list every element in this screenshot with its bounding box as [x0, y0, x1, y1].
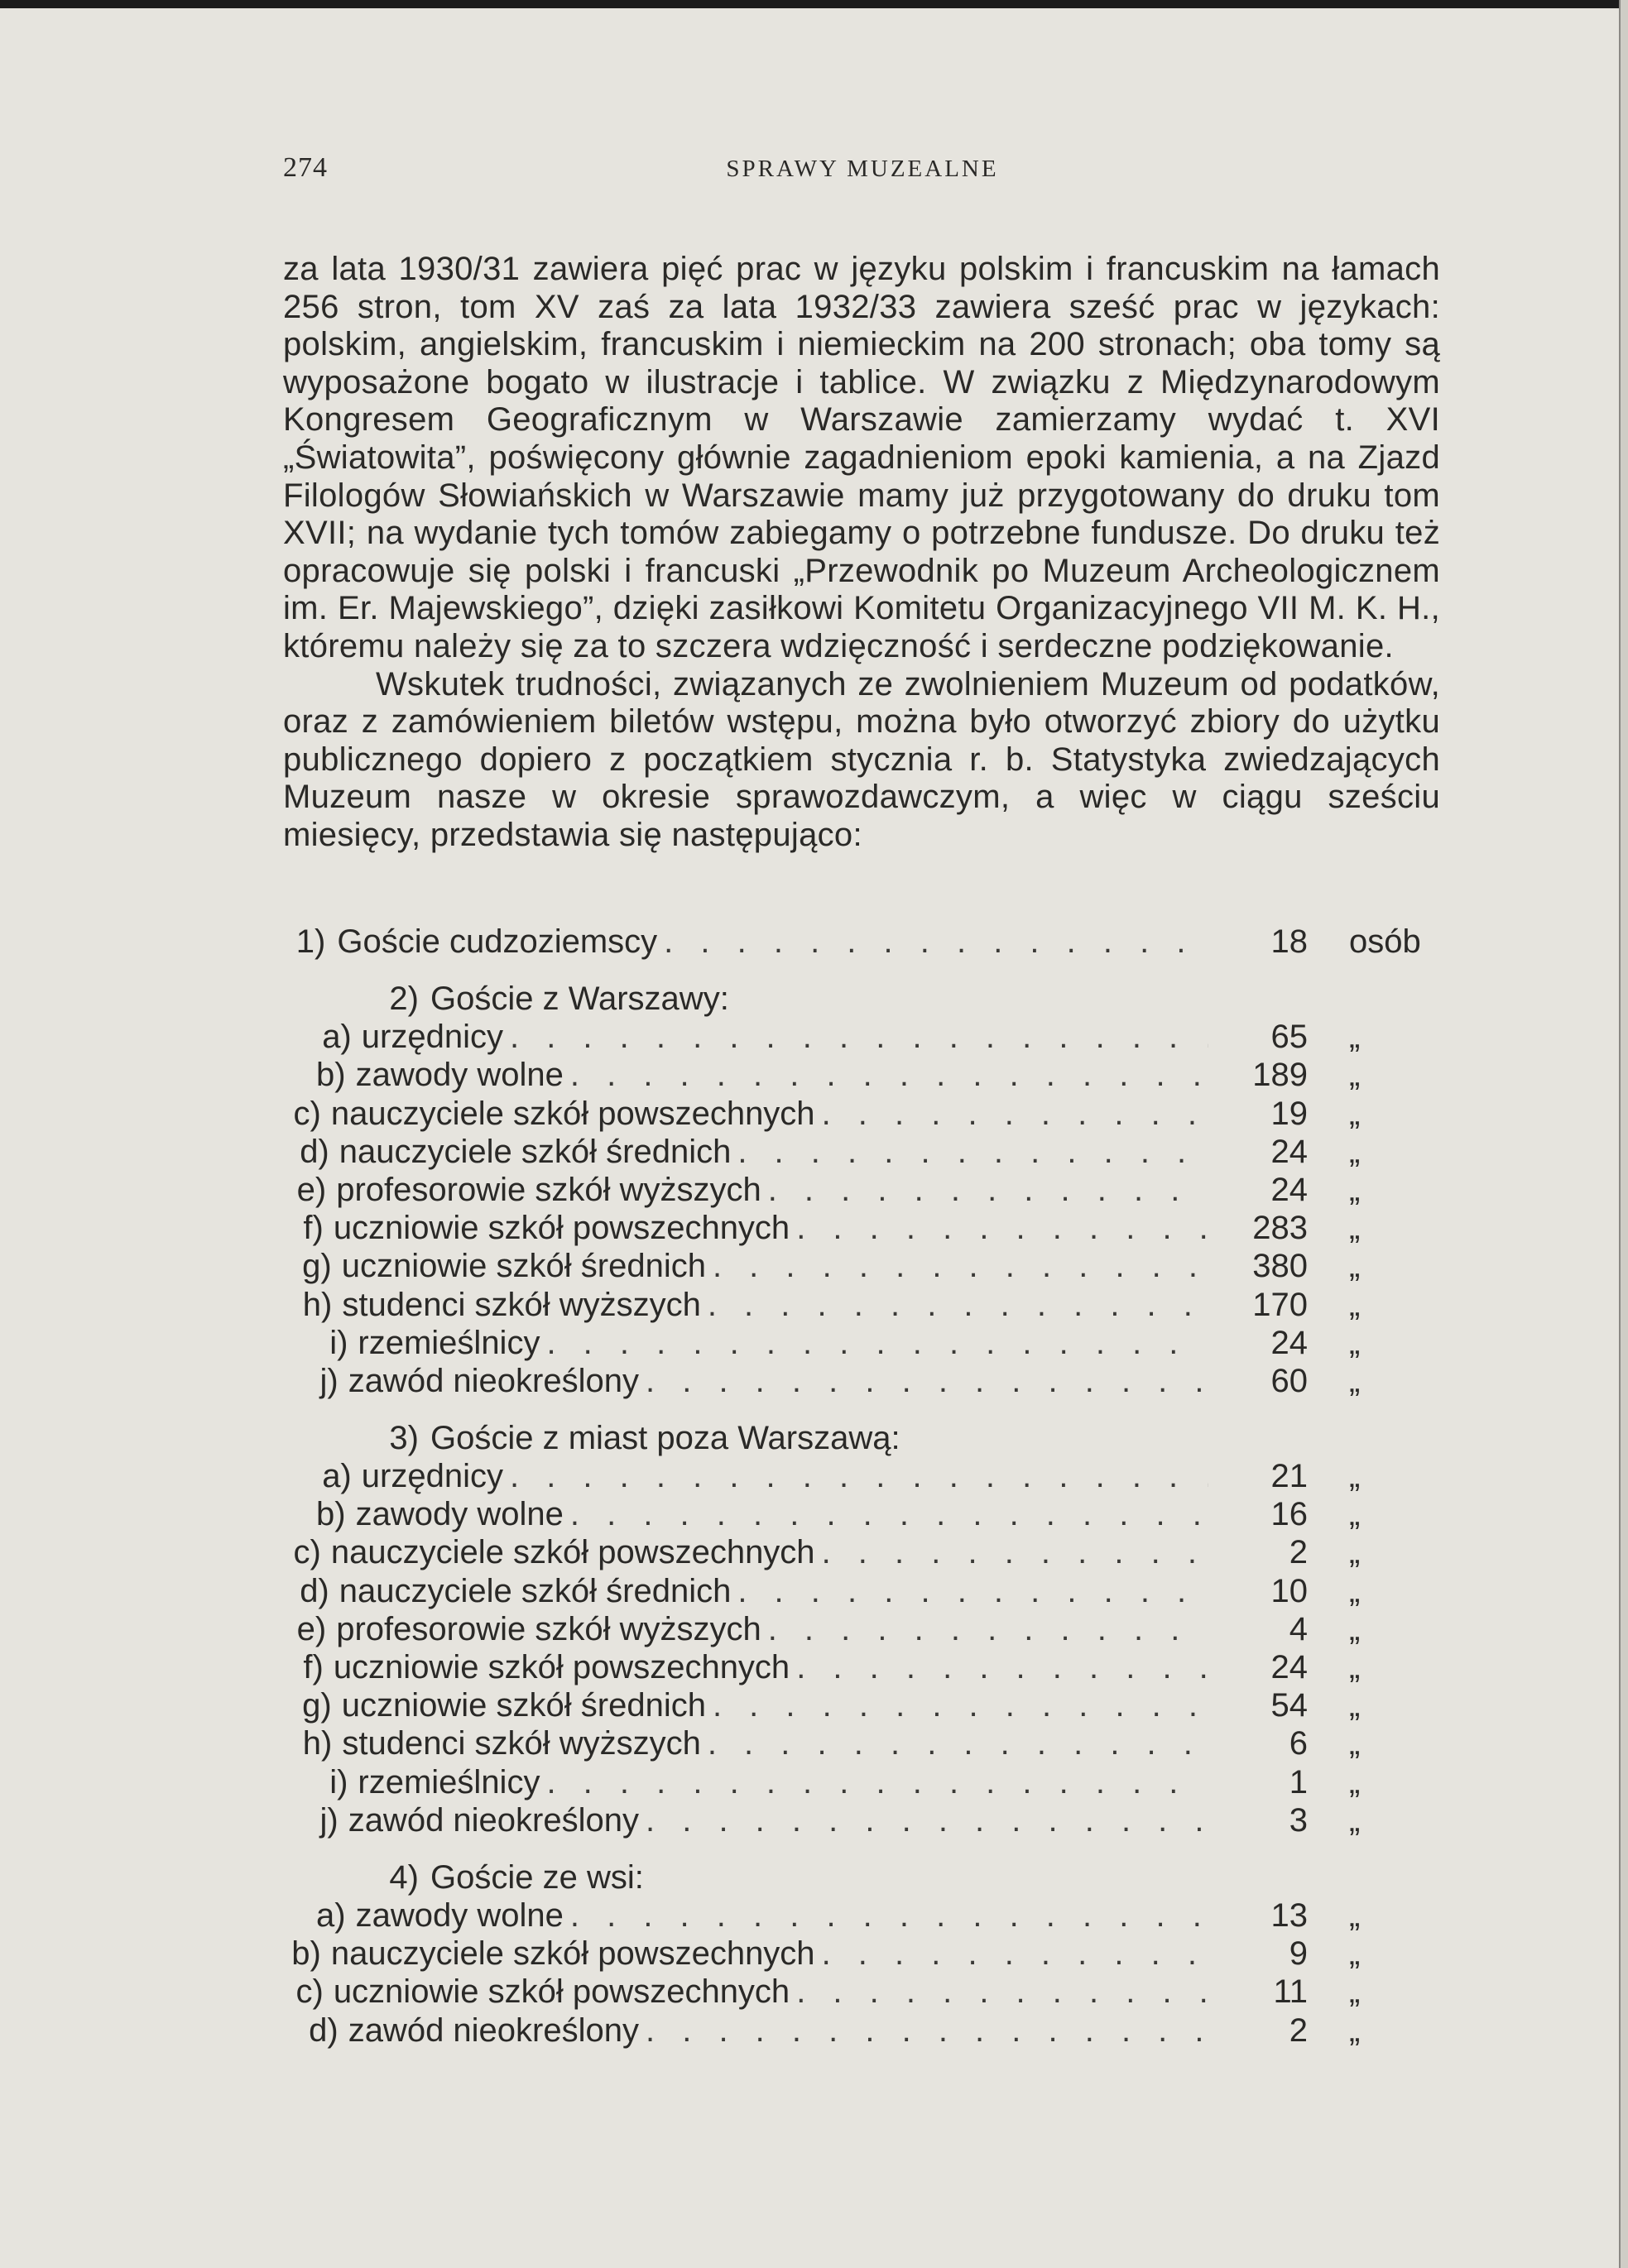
group-heading [283, 980, 1440, 1018]
dot-leader [664, 923, 1208, 961]
item-letter: b) [291, 1935, 321, 1973]
item-letter: b) [316, 1057, 346, 1094]
stats-row [283, 1801, 1440, 1839]
stats-groups [283, 980, 1440, 2050]
item-letter: j) [319, 1801, 339, 1839]
stats-row [283, 1533, 1440, 1571]
stats-row [283, 2011, 1440, 2050]
item-letter: a) [322, 1458, 352, 1495]
stats-group-foreign [283, 923, 1440, 961]
item-letter: j) [319, 1362, 339, 1399]
item-label: zawód nieokreślony [348, 2011, 639, 2049]
item-unit: „ [1349, 1572, 1361, 1609]
item-label: studenci szkół wyższych [342, 1725, 701, 1762]
item-unit: „ [1349, 1763, 1361, 1800]
item-letter: g) [302, 1687, 332, 1724]
item-label: uczniowie szkół powszechnych [333, 1649, 790, 1685]
stats-row [283, 1056, 1440, 1094]
item-unit: „ [1349, 1610, 1361, 1647]
stats-row [283, 923, 1440, 961]
item-label: rzemieślnicy [358, 1324, 540, 1361]
item-value: 18 [1270, 923, 1308, 960]
dot-leader [737, 1133, 1208, 1171]
item-letter: b) [316, 1496, 346, 1533]
stats-row [283, 1286, 1440, 1324]
dot-leader [822, 1935, 1208, 1973]
dot-leader [646, 2011, 1208, 2050]
group-title: Goście ze wsi: [430, 1858, 644, 1896]
item-label: studenci szkół wyższych [342, 1286, 701, 1323]
item-unit: „ [1349, 1687, 1361, 1724]
stats-row [283, 1495, 1440, 1533]
item-unit: „ [1349, 1171, 1361, 1208]
item-value: 24 [1270, 1649, 1308, 1685]
running-title: SPRAWY MUZEALNE [726, 156, 999, 182]
item-label: Goście cudzoziemscy [337, 923, 658, 960]
item-value: 65 [1270, 1019, 1308, 1056]
item-letter: h) [302, 1725, 333, 1762]
group-heading [283, 1858, 1440, 1896]
stats-row [283, 1896, 1440, 1935]
group-number: 4) [389, 1858, 419, 1896]
group-heading [283, 1419, 1440, 1457]
dot-leader [796, 1209, 1208, 1247]
page-top-edge [0, 0, 1621, 8]
group-number: 2) [389, 981, 419, 1018]
item-value: 6 [1289, 1725, 1308, 1762]
dot-leader [708, 1286, 1208, 1324]
item-value: 3 [1289, 1801, 1308, 1839]
stats-row [283, 1362, 1440, 1400]
item-label: rzemieślnicy [358, 1763, 540, 1800]
body-text [283, 251, 1440, 855]
item-label: zawody wolne [355, 1057, 564, 1094]
item-label: profesorowie szkół wyższych [336, 1610, 761, 1647]
item-unit: „ [1349, 1973, 1361, 2011]
stats-row [283, 1724, 1440, 1762]
item-letter: e) [296, 1171, 327, 1208]
item-value: 13 [1270, 1896, 1308, 1934]
item-unit: „ [1349, 1324, 1361, 1361]
item-letter: a) [322, 1019, 352, 1056]
item-label: nauczyciele szkół średnich [339, 1133, 732, 1170]
item-label: nauczyciele szkół powszechnych [330, 1935, 815, 1973]
dot-leader [822, 1095, 1208, 1133]
stats-row [283, 1171, 1440, 1209]
item-letter: i) [329, 1324, 348, 1361]
dot-leader [510, 1457, 1208, 1495]
item-letter: i) [329, 1763, 348, 1800]
item-value: 54 [1270, 1687, 1308, 1724]
item-value: 24 [1270, 1133, 1308, 1170]
item-letter: c) [295, 1973, 324, 2011]
dot-leader [768, 1171, 1208, 1209]
stats-row [283, 1018, 1440, 1056]
stats-row [283, 1648, 1440, 1686]
dot-leader [713, 1247, 1208, 1285]
item-value: 1 [1289, 1763, 1308, 1800]
group-title: Goście z Warszawy: [430, 981, 729, 1018]
item-unit: „ [1349, 1286, 1361, 1323]
item-label: uczniowie szkół powszechnych [333, 1210, 790, 1247]
item-unit: „ [1348, 1095, 1361, 1132]
item-letter: d) [300, 1572, 329, 1609]
item-unit: „ [1349, 1133, 1361, 1170]
item-letter: d) [309, 2011, 339, 2049]
page-right-edge [1619, 0, 1628, 2268]
paragraph: Wskutek trudności, związanych ze zwolnieniem Muzeum od podatków, oraz z zamówieniem biletów wstępu, można było otworzyć zbiory do użytku publicznego dopiero z początkiem stycznia r. b. Statystyka zwiedzających Muzeum nasze w okresie sprawozdawczym, a więc w ciągu sześciu miesięcy, przedstawia się następująco: [283, 665, 1440, 853]
item-unit: „ [1349, 1896, 1361, 1934]
item-label: uczniowie szkół średnich [341, 1687, 706, 1724]
item-label: uczniowie szkół średnich [341, 1248, 706, 1285]
item-value: 11 [1273, 1973, 1308, 2011]
item-value: 2 [1289, 2011, 1308, 2049]
group-title: Goście z miast poza Warszawą: [430, 1420, 900, 1457]
item-label: nauczyciele szkół powszechnych [330, 1095, 815, 1132]
item-value: 9 [1289, 1935, 1308, 1973]
dot-leader [796, 1648, 1208, 1686]
item-label: urzędnicy [361, 1458, 503, 1495]
item-label: nauczyciele szkół średnich [339, 1572, 732, 1609]
item-value: 4 [1289, 1610, 1308, 1647]
item-label: zawody wolne [355, 1896, 564, 1934]
dot-leader [570, 1495, 1208, 1533]
item-unit: osób [1349, 923, 1421, 960]
item-unit: „ [1349, 1248, 1361, 1285]
item-unit: „ [1349, 1362, 1361, 1399]
item-label: zawód nieokreślony [348, 1362, 639, 1399]
dot-leader [737, 1572, 1208, 1610]
item-letter: g) [302, 1248, 332, 1285]
stats-row [283, 1457, 1440, 1495]
stats-row [283, 1247, 1440, 1285]
group-number: 3) [389, 1420, 419, 1457]
item-value: 283 [1252, 1210, 1308, 1247]
item-value: 2 [1289, 1534, 1308, 1571]
item-label: zawód nieokreślony [348, 1801, 639, 1839]
item-label: profesorowie szkół wyższych [336, 1171, 761, 1208]
item-label: zawody wolne [355, 1496, 564, 1533]
stats-row [283, 1763, 1440, 1801]
item-letter: c) [293, 1095, 321, 1132]
stats-group [283, 1419, 1440, 1839]
item-label: urzędnicy [361, 1019, 503, 1056]
dot-leader [822, 1533, 1208, 1571]
item-unit: „ [1349, 1210, 1361, 1247]
item-unit: „ [1348, 1534, 1361, 1571]
stats-row [283, 1095, 1440, 1133]
item-unit: „ [1349, 1057, 1361, 1094]
item-letter: f) [303, 1210, 324, 1247]
dot-leader [570, 1056, 1208, 1094]
visitor-statistics [283, 923, 1440, 2069]
dot-leader [546, 1324, 1208, 1362]
item-value: 189 [1252, 1057, 1308, 1094]
item-label: uczniowie szkół powszechnych [333, 1973, 790, 2011]
item-unit: „ [1349, 1496, 1361, 1533]
item-letter: e) [296, 1610, 327, 1647]
stats-row [283, 1935, 1440, 1973]
item-letter: c) [293, 1534, 321, 1571]
dot-leader [646, 1801, 1208, 1839]
dot-leader [570, 1896, 1208, 1935]
item-value: 380 [1252, 1248, 1308, 1285]
item-unit: „ [1349, 2011, 1361, 2049]
item-value: 24 [1270, 1324, 1308, 1361]
item-value: 24 [1270, 1171, 1308, 1208]
stats-row [283, 1973, 1440, 2011]
dot-leader [713, 1686, 1208, 1724]
item-unit: „ [1349, 1725, 1361, 1762]
dot-leader [708, 1724, 1208, 1762]
dot-leader [646, 1362, 1208, 1400]
item-letter: d) [300, 1133, 329, 1170]
item-value: 60 [1270, 1362, 1308, 1399]
item-unit: „ [1349, 1458, 1361, 1495]
item-unit: „ [1348, 1935, 1361, 1973]
running-header [283, 152, 1442, 194]
item-value: 19 [1270, 1095, 1308, 1132]
dot-leader [796, 1973, 1208, 2011]
item-letter: f) [303, 1649, 324, 1685]
item-letter: a) [316, 1896, 346, 1934]
item-unit: „ [1349, 1801, 1361, 1839]
stats-row [283, 1572, 1440, 1610]
stats-group [283, 980, 1440, 1400]
item-value: 170 [1252, 1286, 1308, 1323]
item-letter: h) [302, 1286, 333, 1323]
item-value: 10 [1270, 1572, 1308, 1609]
paragraph: za lata 1930/31 zawiera pięć prac w języku polskim i francuskim na łamach 256 stron, tom XV zaś za lata 1932/33 zawiera sześć prac w językach: polskim, angielskim, francuskim i niemieckim na 200 stronach; oba tomy są wyposażone bogato w ilustracje i tablice. W związku z Międzynarodowym Kongresem Geograficznym w Warszawie zamierzamy wydać t. XVI „Światowita”, poświęcony głównie zagadnieniom epoki kamienia, a na Zjazd Filologów Słowiańskich w Warszawie mamy już przygotowany do druku tom XVII; na wydanie tych tomów zabiegamy o potrzebne fundusze. Do druku też opracowuje się polski i francuski „Przewodnik po Muzeum Archeologicznem im. Er. Majewskiego”, dzięki zasiłkowi Komitetu Organizacyjnego VII M. K. H., któremu należy się za to szczera wdzięczność i serdeczne podziękowanie. [283, 251, 1440, 664]
page-number: 274 [283, 152, 328, 183]
stats-row [283, 1324, 1440, 1362]
item-value: 21 [1270, 1458, 1308, 1495]
item-value: 16 [1270, 1496, 1308, 1533]
item-unit: „ [1349, 1019, 1361, 1056]
item-number: 1) [295, 923, 326, 960]
item-label: nauczyciele szkół powszechnych [330, 1534, 815, 1571]
stats-row [283, 1209, 1440, 1247]
stats-row [283, 1686, 1440, 1724]
stats-group [283, 1858, 1440, 2050]
stats-row [283, 1133, 1440, 1171]
dot-leader [546, 1763, 1208, 1801]
dot-leader [510, 1018, 1208, 1056]
item-unit: „ [1349, 1649, 1361, 1685]
dot-leader [768, 1610, 1208, 1648]
stats-row [283, 1610, 1440, 1648]
